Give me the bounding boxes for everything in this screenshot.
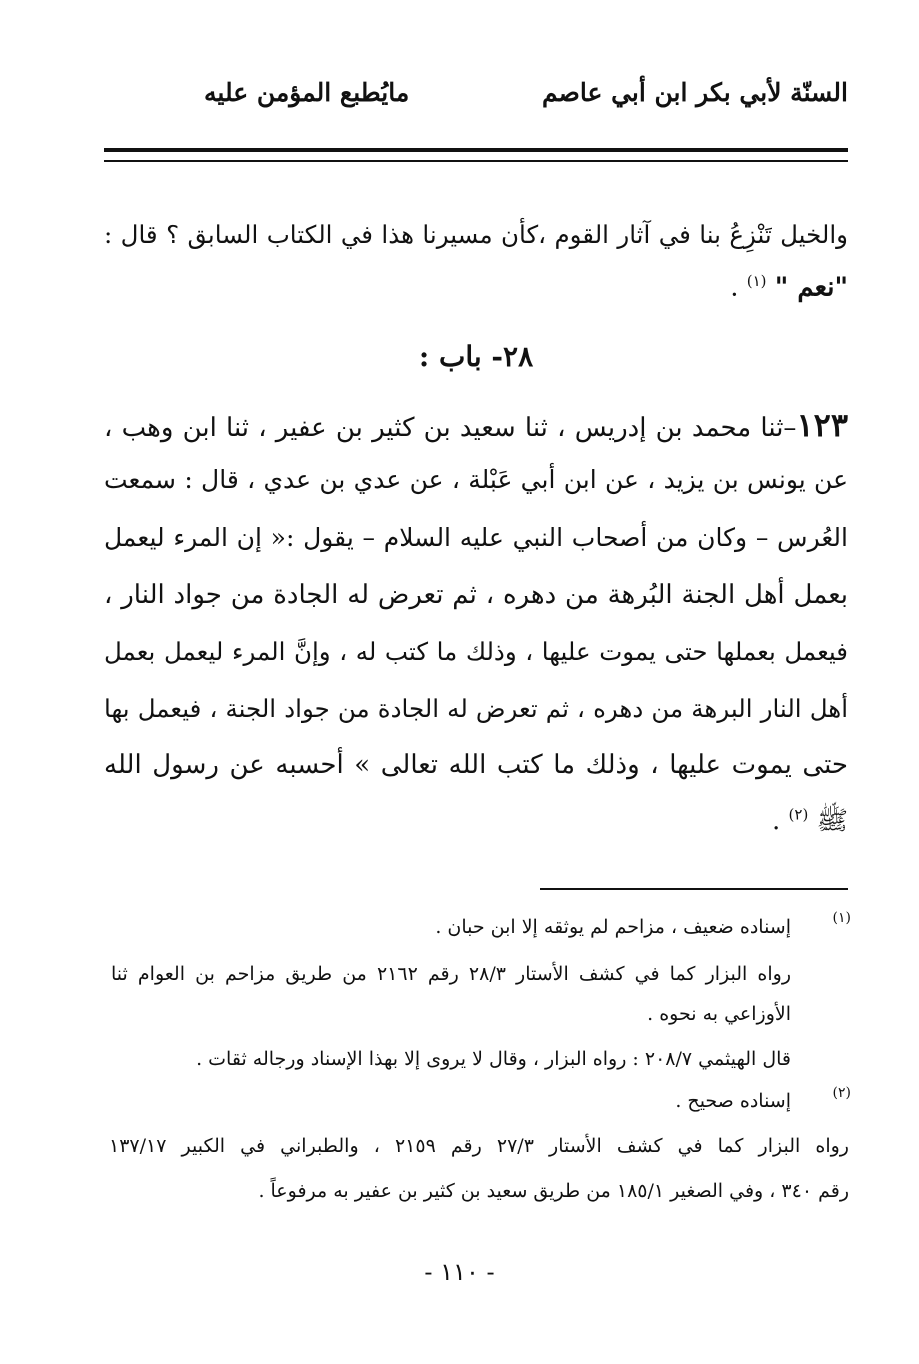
header-rule-thick (104, 148, 848, 152)
footnote-marker-2: (٢) (832, 1085, 851, 1101)
footnote-marker-1: (١) (832, 910, 851, 926)
page-number: - ١١٠ - (424, 1258, 495, 1286)
footnote-1-line-4: قال الهيثمي ٢٠٨/٧ : رواه البزار ، وقال لا يروى إلا بهذا الإسناد ورجاله ثقات . (196, 1048, 791, 1070)
period: . (730, 272, 739, 303)
hadith-number: ١٢٣ (796, 406, 848, 444)
footnote-1-line-3: الأوزاعي به نحوه . (647, 1003, 791, 1025)
footnote-1-line-1: إسناده ضعيف ، مزاحم لم يوثقه إلا ابن حبان . (435, 916, 791, 938)
chapter-title: مايُطبع المؤمن عليه (204, 78, 410, 107)
section-heading: ٢٨- باب : (418, 340, 534, 373)
header-rule-thin (104, 160, 848, 162)
book-title: السنّة لأبي بكر ابن أبي عاصم (541, 78, 848, 107)
hadith-line-7: حتى يموت عليها ، وذلك ما كتب الله تعالى » أحسبه عن رسول الله (104, 750, 848, 780)
period: . (772, 806, 781, 836)
footnote-ref-2: (٢) (788, 805, 809, 824)
quoted-answer: "نعم " (774, 272, 848, 303)
salutation-glyph: ﷺ (816, 806, 848, 836)
continuation-line-1: والخيل تَنْزِعُ بنا في آثار القوم ،كأن مسيرنا هذا في الكتاب السابق ؟ قال : (104, 220, 848, 249)
hadith-line-3: العُرس – وكان من أصحاب النبي عليه السلام – يقول :« إن المرء ليعمل (104, 523, 848, 552)
hadith-line-8 (104, 804, 848, 842)
hadith-line-1 (104, 406, 848, 444)
hadith-line-1-text: –ثنا محمد بن إدريس ، ثنا سعيد بن كثير بن عفير ، ثنا ابن وهب ، (104, 413, 797, 443)
running-header (100, 78, 848, 118)
hadith-line-2: عن يونس بن يزيد ، عن ابن أبي عَبْلة ، عن عدي بن عدي ، قال : سمعت (104, 465, 848, 494)
hadith-line-6: أهل النار البرهة من دهره ، ثم تعرض له الجادة من جواد الجنة ، فيعمل بها (104, 694, 848, 723)
continuation-line-2 (104, 272, 848, 303)
footnote-separator (540, 888, 848, 890)
footnote-1-line-2: رواه البزار كما في كشف الأستار ٢٨/٣ رقم ٢١٦٢ من طريق مزاحم بن العوام ثنا (111, 963, 791, 985)
hadith-line-4: بعمل أهل الجنة البُرهة من دهره ، ثم تعرض له الجادة من جواد النار ، (104, 580, 848, 610)
footnote-2-line-2: رواه البزار كما في كشف الأستار ٢٧/٣ رقم ٢١٥٩ ، والطبراني في الكبير ١٣٧/١٧ (109, 1135, 849, 1157)
footnote-ref-1: (١) (746, 272, 767, 290)
footnote-2-line-1: إسناده صحيح . (675, 1090, 791, 1112)
footnote-2-line-3: رقم ٣٤٠ ، وفي الصغير ١٨٥/١ من طريق سعيد بن كثير بن عفير به مرفوعاً . (258, 1180, 849, 1202)
hadith-line-5: فيعمل بعملها حتى يموت عليها ، وذلك ما كتب له ، وإنَّ المرء ليعمل بعمل (104, 637, 848, 666)
